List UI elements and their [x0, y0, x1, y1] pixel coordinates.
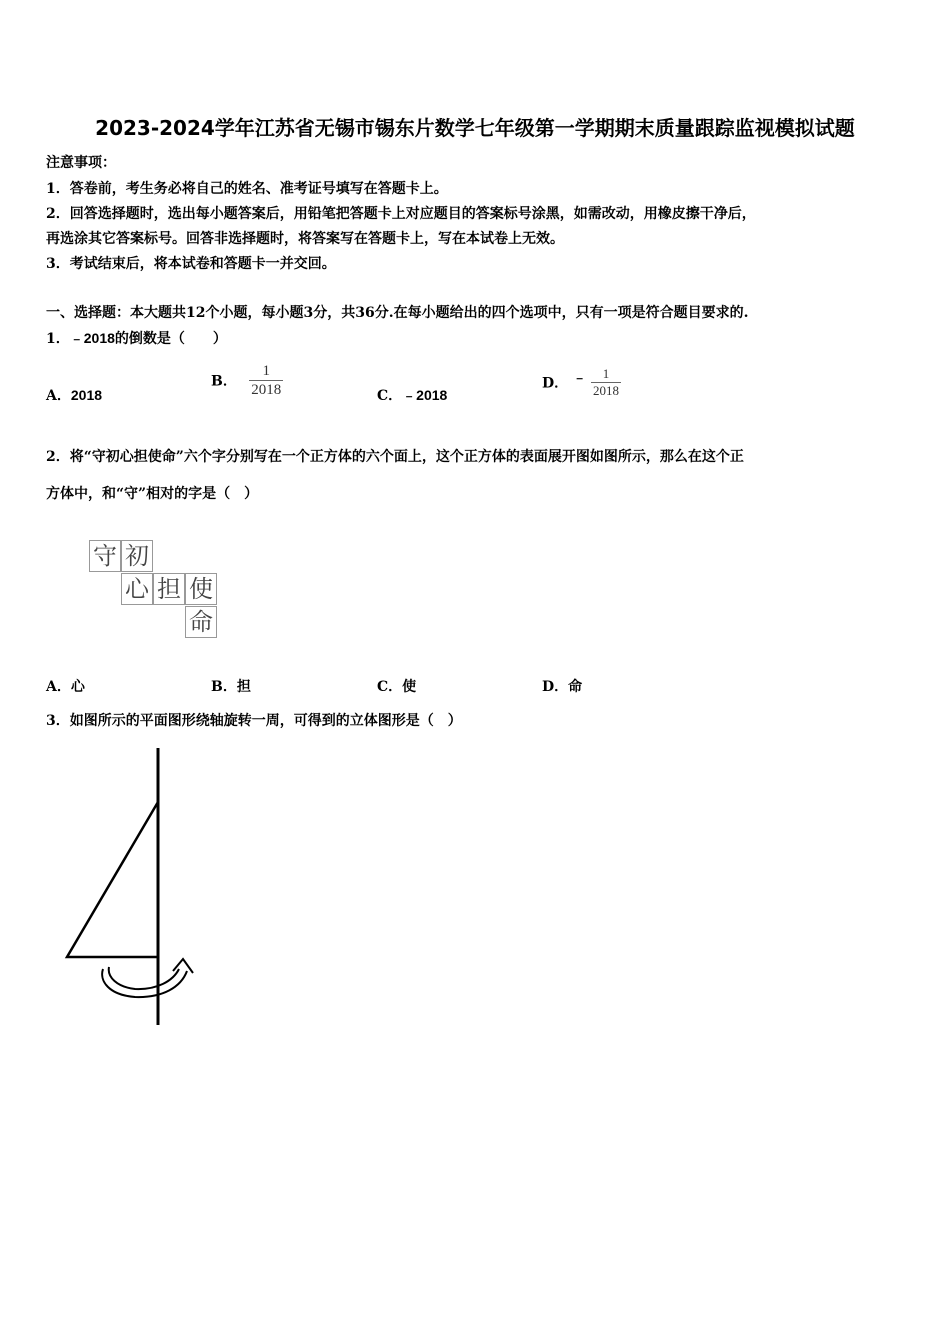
net-cell-shi: 使 [185, 573, 217, 605]
question-1-stem [46, 328, 227, 348]
q2-option-c-value: 使 [402, 679, 417, 695]
q1-option-d-fraction [591, 366, 621, 399]
rotation-arrow-outer [102, 969, 187, 997]
q1-option-d-sign: ﹣ [572, 368, 587, 385]
q1-option-d-label: D． [542, 375, 569, 392]
q2-option-a-label: A． [46, 679, 71, 695]
triangle-shape [67, 802, 158, 957]
rotation-arrow-head [173, 959, 193, 973]
net-cell-ming: 命 [185, 606, 217, 638]
q1-option-a[interactable] [46, 385, 102, 405]
q1-option-b-numerator: 1 [262, 363, 271, 379]
net-cell-dan: 担 [153, 573, 185, 605]
net-cell-chu: 初 [121, 540, 153, 572]
q2-option-b[interactable] [211, 676, 251, 696]
question-2-line-2: 方体中，和“守”相对的字是（ ） [46, 486, 259, 502]
q1-option-b-label: B． [211, 373, 237, 390]
q2-option-b-value: 担 [236, 679, 251, 695]
net-cell-shou: 守 [89, 540, 121, 572]
q1-option-a-value: 2018 [70, 387, 103, 403]
q2-option-a[interactable] [46, 676, 85, 696]
q1-option-d-denominator: 2018 [593, 383, 620, 398]
q1-option-d-numerator: 1 [602, 366, 610, 381]
q1-option-c[interactable] [377, 385, 447, 405]
q2-option-c-label: C． [377, 679, 403, 695]
q2-option-d[interactable] [542, 676, 582, 696]
q1-option-b[interactable] [211, 362, 283, 399]
page-title: 2023-2024学年江苏省无锡市锡东片数学七年级第一学期期末质量跟踪监视模拟试题 [95, 116, 855, 140]
question-3-stem: 3．如图所示的平面图形绕轴旋转一周，可得到的立体图形是（ ） [46, 713, 462, 729]
q2-option-d-value: 命 [568, 679, 583, 695]
notes-item-2-cont: 再选涂其它答案标号。回答非选择题时，将答案写在答题卡上，写在本试卷上无效。 [46, 231, 564, 247]
q2-option-b-label: B． [211, 679, 237, 695]
net-cell-xin: 心 [121, 573, 153, 605]
section-heading: 一、选择题：本大题共12个小题，每小题3分，共36分.在每小题给出的四个选项中，只有一项是符合题目要求的. [46, 305, 749, 321]
notes-item-1: 1．答卷前，考生务必将自己的姓名、准考证号填写在答题卡上。 [46, 181, 448, 197]
q1-option-a-label: A． [46, 388, 71, 404]
q2-option-c[interactable] [377, 676, 416, 696]
rotation-arrow-inner [109, 967, 179, 989]
cube-net-figure [89, 540, 223, 642]
question-1-text: 的倒数是（ ） [114, 331, 227, 347]
q1-option-c-label: C． [377, 388, 403, 404]
question-1-number: 1． [46, 331, 70, 347]
q1-option-d[interactable] [542, 366, 621, 399]
rotation-figure [55, 745, 205, 1030]
notes-heading: 注意事项： [46, 155, 116, 171]
q1-option-c-value: ﹣2018 [402, 387, 448, 403]
notes-item-3: 3．考试结束后，将本试卷和答题卡一并交回。 [46, 256, 336, 272]
question-1-value: ﹣2018 [69, 330, 115, 346]
notes-item-2: 2．回答选择题时，选出每小题答案后，用铅笔把答题卡上对应题目的答案标号涂黑，如需改动，用橡皮擦干净后， [46, 206, 756, 222]
q1-option-b-fraction [249, 362, 283, 399]
q1-option-b-denominator: 2018 [251, 382, 282, 398]
q2-option-a-value: 心 [70, 679, 85, 695]
question-2-line-1: 2．将“守初心担使命”六个字分别写在一个正方体的六个面上，这个正方体的表面展开图如图所示，那么在这个正 [46, 449, 744, 465]
q2-option-d-label: D． [542, 679, 569, 695]
